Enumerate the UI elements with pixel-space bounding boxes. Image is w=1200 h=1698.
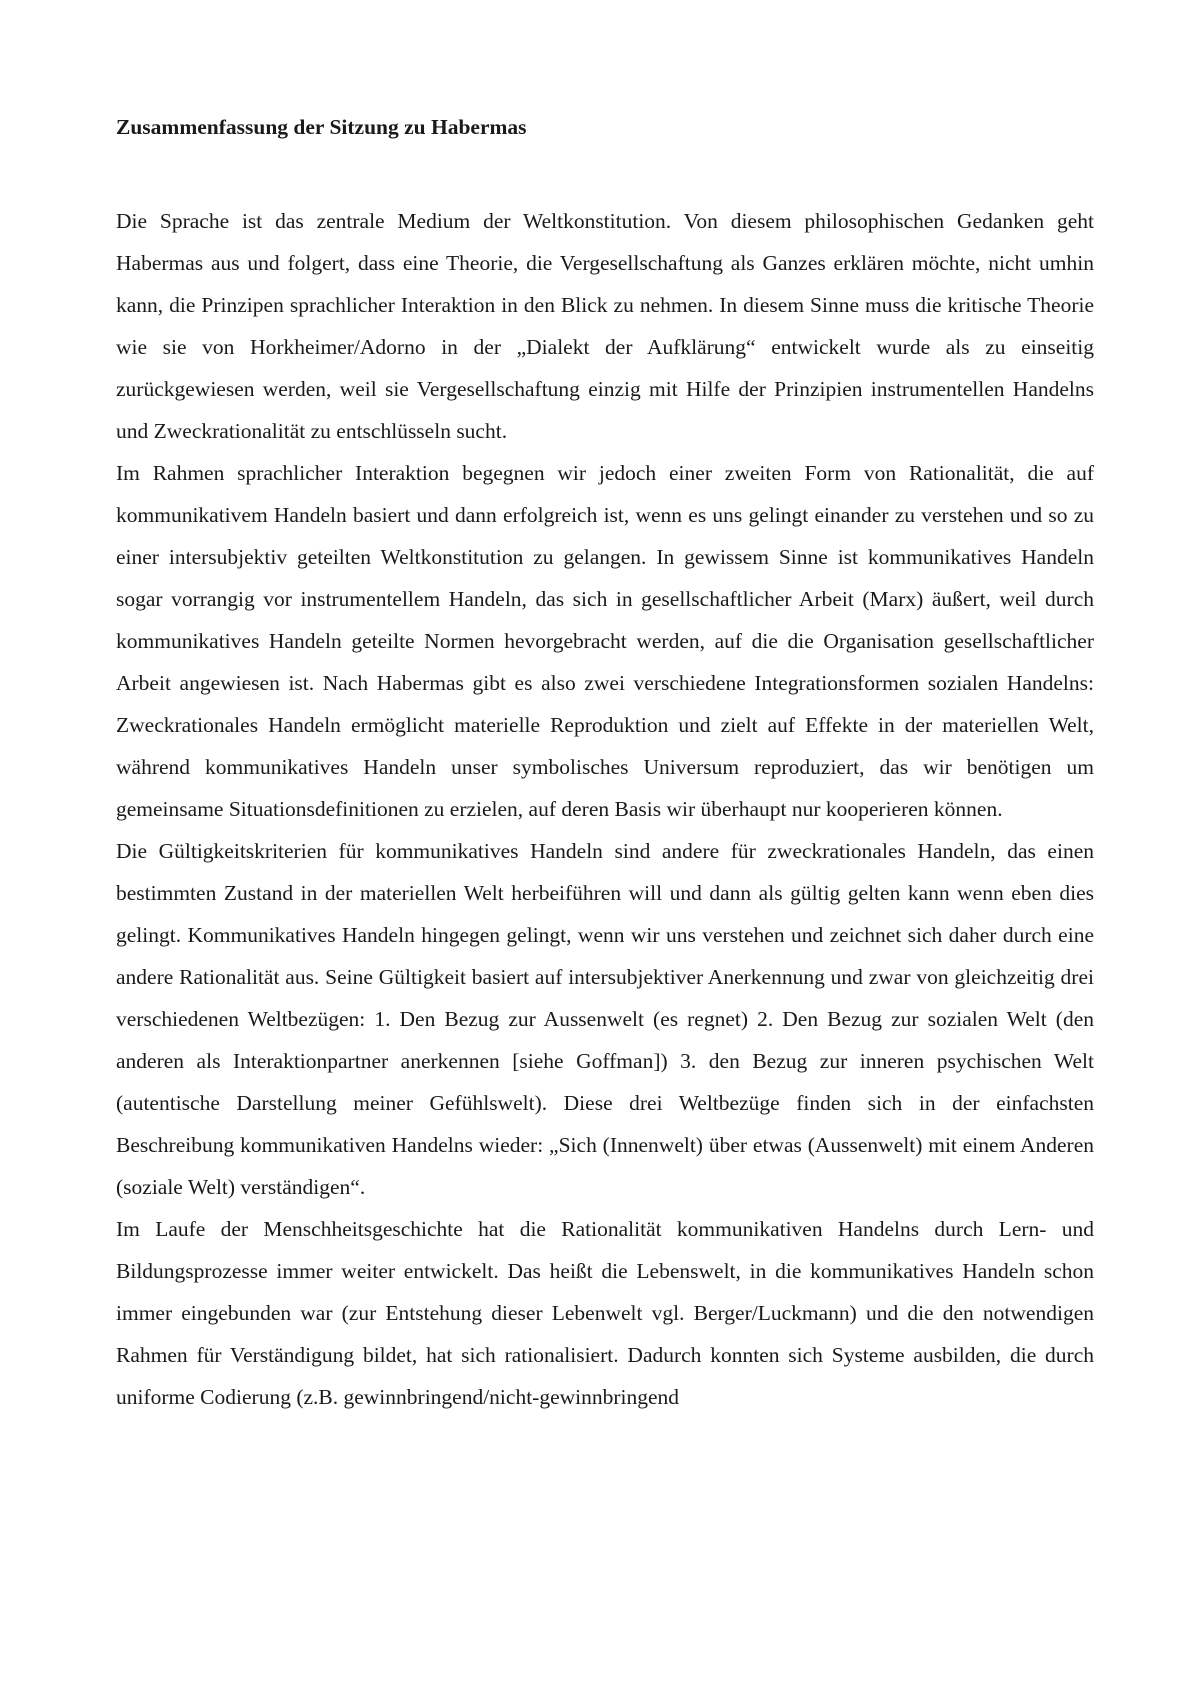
paragraph: Im Laufe der Menschheitsgeschichte hat die Rationalität kommunikativen Handelns durch Lern- und Bildungsprozesse immer weiter entwickelt. Das heißt die Lebenswelt, in die kommunikatives Handeln schon immer eingebunden war (zur Entstehung dieser Lebenwelt vgl. Berger/Luckmann) und die den notwendigen Rahmen für Verständigung bildet, hat sich rationalisiert. Dadurch konnten sich Systeme ausbilden, die durch uniforme Codierung (z.B. gewinnbringend/nicht-gewinnbringend [116,1217,1094,1409]
paragraph: Die Gültigkeitskriterien für kommunikatives Handeln sind andere für zweckrationales Handeln, das einen bestimmten Zustand in der materiellen Welt herbeiführen will und dann als gültig gelten kann wenn eben dies gelingt. Kommunikatives Handeln hingegen gelingt, wenn wir uns verstehen und zeichnet sich daher durch eine andere Rationalität aus. Seine Gültigkeit basiert auf intersubjektiver Anerkennung und zwar von gleichzeitig drei verschiedenen Weltbezügen: 1. Den Bezug zur Aussenwelt (es regnet) 2. Den Bezug zur sozialen Welt (den anderen als Interaktionpartner anerkennen [siehe Goffman]) 3. den Bezug zur inneren psychischen Welt (autentische Darstellung meiner Gefühlswelt). Diese drei Weltbezüge finden sich in der einfachsten Beschreibung kommunikativen Handelns wieder: „Sich (Innenwelt) über etwas (Aussenwelt) mit einem Anderen (soziale Welt) verständigen“. [116,839,1094,1199]
title-spacer [116,154,1094,200]
document-title: Zusammenfassung der Sitzung zu Habermas [116,115,527,139]
paragraph: Im Rahmen sprachlicher Interaktion begegnen wir jedoch einer zweiten Form von Rationalität, die auf kommunikativem Handeln basiert und dann erfolgreich ist, wenn es uns gelingt einander zu verstehen und so zu einer intersubjektiv geteilten Weltkonstitution zu gelangen. In gewissem Sinne ist kommunikatives Handeln sogar vorrangig vor instrumentellem Handeln, das sich in gesellschaftlicher Arbeit (Marx) äußert, weil durch kommunikatives Handeln geteilte Normen hevorgebracht werden, auf die die Organisation gesellschaftlicher Arbeit angewiesen ist. Nach Habermas gibt es also zwei verschiedene Integrationsformen sozialen Handelns: Zweckrationales Handeln ermöglicht materielle Reproduktion und zielt auf Effekte in der materiellen Welt, während kommunikatives Handeln unser symbolisches Universum reproduziert, das wir benötigen um gemeinsame Situationsdefinitionen zu erzielen, auf deren Basis wir überhaupt nur kooperieren können. [116,461,1094,821]
document-body [116,112,1094,1418]
paragraph: Die Sprache ist das zentrale Medium der Weltkonstitution. Von diesem philosophischen Gedanken geht Habermas aus und folgert, dass eine Theorie, die Vergesellschaftung als Ganzes erklären möchte, nicht umhin kann, die Prinzipen sprachlicher Interaktion in den Blick zu nehmen. In diesem Sinne muss die kritische Theorie wie sie von Horkheimer/Adorno in der „Dialekt der Aufklärung“ entwickelt wurde als zu einseitig zurückgewiesen werden, weil sie Vergesellschaftung einzig mit Hilfe der Prinzipien instrumentellen Handelns und Zweckrationalität zu entschlüsseln sucht. [116,209,1094,443]
